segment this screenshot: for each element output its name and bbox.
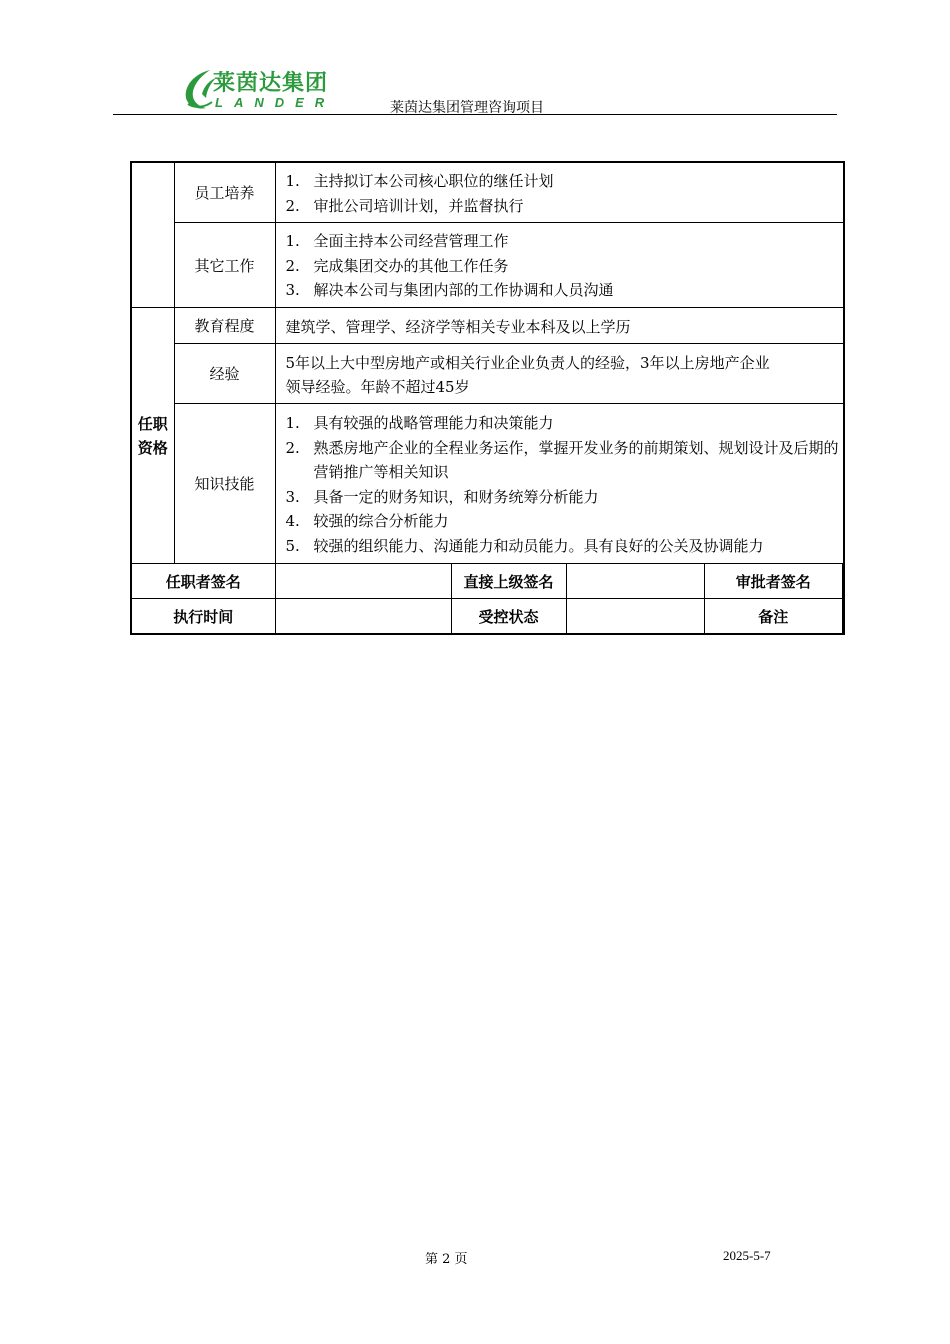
page-number: 第 2 页 xyxy=(425,1252,468,1267)
job-description-table xyxy=(130,161,845,635)
education-value: 建筑学、管理学、经济学等相关专业本科及以上学历 xyxy=(275,308,844,344)
list-item: 5. 较强的组织能力、沟通能力和动员能力。具有良好的公关及协调能力 xyxy=(285,536,764,555)
supervisor-signature-label: 直接上级签名 xyxy=(451,564,566,599)
header-title: 莱茵达集团管理咨询项目 xyxy=(390,100,544,116)
list-item: 2. 审批公司培训计划，并监督执行 xyxy=(285,196,524,215)
duty-content-training xyxy=(275,162,844,223)
duty-label-training: 员工培养 xyxy=(174,162,275,223)
approver-cell xyxy=(704,564,844,599)
duty-row-training xyxy=(131,162,844,223)
logo-chinese-name: 莱茵达集团 xyxy=(213,71,329,96)
list-item: 1. 主持拟订本公司核心职位的继任计划 xyxy=(285,172,554,190)
list-item: 1. 具有较强的战略管理能力和决策能力 xyxy=(285,414,554,432)
duty-row-other xyxy=(131,223,844,308)
status-row xyxy=(131,599,844,635)
qualification-row-education xyxy=(131,308,844,344)
approver-signature-label: 审批者签名 xyxy=(705,564,844,598)
qualification-row-experience xyxy=(131,344,844,404)
incumbent-signature-field[interactable] xyxy=(275,564,451,599)
qualification-section-label: 任职 资格 xyxy=(131,308,174,564)
list-item: 4. 较强的综合分析能力 xyxy=(285,512,449,530)
qualification-row-skills xyxy=(131,404,844,564)
list-item: 1. 全面主持本公司经营管理工作 xyxy=(285,232,509,251)
skills-value xyxy=(275,404,844,564)
list-item: 2. 熟悉房地产企业的全程业务运作，掌握开发业务的前期策划、规划设计及后期的营销推广等相关知识 xyxy=(285,438,839,481)
list-item: 2. 完成集团交办的其他工作任务 xyxy=(285,256,509,275)
skills-label: 知识技能 xyxy=(174,404,275,564)
duties-section-cell xyxy=(131,162,174,308)
experience-label: 经验 xyxy=(174,344,275,404)
list-item: 3. 具备一定的财务知识，和财务统筹分析能力 xyxy=(285,487,599,506)
control-status-label: 受控状态 xyxy=(451,599,566,635)
logo-english-name: LANDER xyxy=(215,95,336,110)
execution-time-field[interactable] xyxy=(275,599,451,635)
footer-date: 2025-5-7 xyxy=(723,1248,771,1263)
duty-content-other xyxy=(275,223,844,308)
list-item: 3. 解决本公司与集团内部的工作协调和人员沟通 xyxy=(285,281,614,300)
supervisor-signature-field[interactable] xyxy=(566,564,704,599)
remarks-cell xyxy=(704,599,844,635)
header-divider xyxy=(113,114,837,115)
duty-label-other: 其它工作 xyxy=(174,223,275,308)
incumbent-signature-label: 任职者签名 xyxy=(131,564,275,599)
remarks-label: 备注 xyxy=(705,599,844,633)
execution-time-label: 执行时间 xyxy=(131,599,275,635)
signature-row xyxy=(131,564,844,599)
experience-value: 5年以上大中型房地产或相关行业企业负责人的经验，3年以上房地产企业 领导经验。年龄不超过45岁 xyxy=(275,344,844,404)
education-label: 教育程度 xyxy=(174,308,275,344)
control-status-field[interactable] xyxy=(566,599,704,635)
